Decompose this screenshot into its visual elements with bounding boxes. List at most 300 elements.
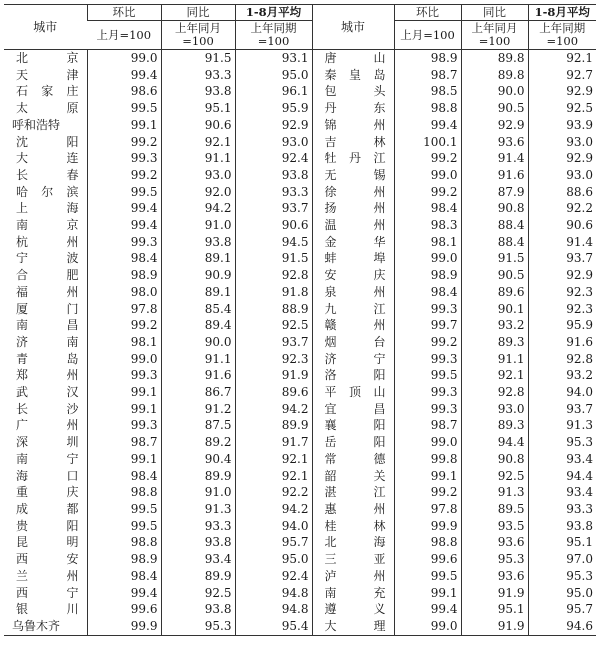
- table-row: [4, 284, 596, 301]
- yoy-index-cell: 95.3: [161, 618, 235, 635]
- avg-index-cell: 93.7: [528, 250, 596, 267]
- mom-index-cell: 99.4: [394, 601, 461, 618]
- table-row: [4, 50, 596, 67]
- avg-index-cell: 93.3: [528, 501, 596, 518]
- city-name-cell: 宜 昌: [312, 401, 394, 418]
- yoy-index-cell: 90.6: [161, 117, 235, 134]
- avg-index-cell: 92.9: [528, 267, 596, 284]
- header-avg-base-left: 上年同期=100: [235, 21, 312, 50]
- avg-index-cell: 92.7: [528, 67, 596, 84]
- city-name-cell: 深 圳: [16, 435, 79, 450]
- table-row: [4, 384, 596, 401]
- yoy-index-cell: 90.1: [461, 301, 528, 318]
- yoy-index-cell: 89.3: [461, 334, 528, 351]
- yoy-index-cell: 91.9: [461, 585, 528, 602]
- yoy-index-cell: 90.0: [161, 334, 235, 351]
- mom-index-cell: 99.3: [394, 351, 461, 368]
- yoy-index-cell: 90.8: [461, 451, 528, 468]
- yoy-index-cell: 95.3: [461, 551, 528, 568]
- avg-index-cell: 94.0: [528, 384, 596, 401]
- avg-index-cell: 91.6: [528, 334, 596, 351]
- avg-index-cell: 92.1: [235, 468, 312, 485]
- city-name-cell: 大 连: [16, 151, 79, 166]
- mom-index-cell: 98.8: [87, 484, 161, 501]
- mom-index-cell: 98.3: [394, 217, 461, 234]
- city-name-cell: 大 理: [312, 618, 394, 635]
- yoy-index-cell: 90.4: [161, 451, 235, 468]
- city-name-cell: 无 锡: [312, 167, 394, 184]
- avg-index-cell: 94.4: [528, 468, 596, 485]
- avg-index-cell: 93.7: [528, 401, 596, 418]
- mom-index-cell: 98.7: [87, 434, 161, 451]
- yoy-index-cell: 95.1: [161, 100, 235, 117]
- mom-index-cell: 99.3: [87, 150, 161, 167]
- header-yoy-base-left: 上年同月=100: [161, 21, 235, 50]
- city-name-cell: 烟 台: [312, 334, 394, 351]
- avg-index-cell: 92.1: [235, 451, 312, 468]
- city-name-cell: 乌鲁木齐: [4, 618, 87, 635]
- avg-index-cell: 91.5: [235, 250, 312, 267]
- mom-index-cell: 99.9: [394, 518, 461, 535]
- city-name-cell: 韶 关: [312, 468, 394, 485]
- mom-index-cell: 98.7: [394, 417, 461, 434]
- header-yoy-base-right: 上年同月=100: [461, 21, 528, 50]
- mom-index-cell: 99.3: [87, 367, 161, 384]
- city-name-cell: 徐 州: [312, 184, 394, 201]
- yoy-index-cell: 91.3: [461, 484, 528, 501]
- city-name-cell: 合 肥: [16, 268, 79, 283]
- yoy-index-cell: 91.3: [161, 501, 235, 518]
- table-body: [4, 50, 596, 636]
- mom-index-cell: 98.7: [394, 67, 461, 84]
- mom-index-cell: 99.8: [394, 451, 461, 468]
- mom-index-cell: 98.9: [394, 50, 461, 67]
- table-row: [4, 317, 596, 334]
- yoy-index-cell: 91.9: [461, 618, 528, 635]
- yoy-index-cell: 93.8: [161, 534, 235, 551]
- yoy-index-cell: 93.8: [161, 234, 235, 251]
- table-row: [4, 534, 596, 551]
- city-name-cell: 泉 州: [312, 284, 394, 301]
- mom-index-cell: 98.0: [87, 284, 161, 301]
- table-row: [4, 351, 596, 368]
- city-name-cell: 长 沙: [16, 401, 79, 416]
- avg-index-cell: 93.0: [528, 134, 596, 151]
- mom-index-cell: 99.3: [87, 417, 161, 434]
- city-name-cell: 温 州: [312, 217, 394, 234]
- mom-index-cell: 99.2: [394, 334, 461, 351]
- mom-index-cell: 99.1: [394, 585, 461, 602]
- yoy-index-cell: 91.1: [461, 351, 528, 368]
- table-row: [4, 568, 596, 585]
- table-row: [4, 434, 596, 451]
- city-name-cell: 遵 义: [312, 601, 394, 618]
- avg-index-cell: 95.0: [528, 585, 596, 602]
- yoy-index-cell: 89.9: [161, 568, 235, 585]
- avg-index-cell: 89.6: [235, 384, 312, 401]
- avg-index-cell: 91.3: [528, 417, 596, 434]
- avg-index-cell: 92.4: [235, 150, 312, 167]
- city-name-cell: 岳 阳: [312, 434, 394, 451]
- yoy-index-cell: 87.9: [461, 184, 528, 201]
- avg-index-cell: 95.3: [528, 434, 596, 451]
- city-name-cell: 襄 阳: [312, 417, 394, 434]
- mom-index-cell: 99.3: [394, 301, 461, 318]
- yoy-index-cell: 90.0: [461, 83, 528, 100]
- avg-index-cell: 91.7: [235, 434, 312, 451]
- yoy-index-cell: 89.1: [161, 284, 235, 301]
- city-name-cell: 南 充: [312, 585, 394, 602]
- city-name-cell: 南 宁: [16, 451, 79, 466]
- yoy-index-cell: 93.4: [161, 551, 235, 568]
- city-name-cell: 厦 门: [16, 301, 79, 316]
- mom-index-cell: 98.5: [394, 83, 461, 100]
- yoy-index-cell: 93.6: [461, 134, 528, 151]
- city-name-cell: 海 口: [16, 468, 79, 483]
- city-name-cell: 重 庆: [16, 485, 79, 500]
- avg-index-cell: 92.3: [528, 301, 596, 318]
- city-name-cell: 长 春: [16, 167, 79, 182]
- city-name-cell: 杭 州: [16, 234, 79, 249]
- city-name-cell: 泸 州: [312, 568, 394, 585]
- header-mom-base-right: 上月=100: [394, 21, 461, 50]
- table-row: [4, 585, 596, 602]
- city-name-cell: 青 岛: [16, 351, 79, 366]
- mom-index-cell: 99.2: [394, 150, 461, 167]
- mom-index-cell: 98.8: [394, 534, 461, 551]
- city-name-cell: 唐 山: [312, 50, 394, 67]
- yoy-index-cell: 94.2: [161, 200, 235, 217]
- city-name-cell: 西 宁: [16, 585, 79, 600]
- city-name-cell: 济 宁: [312, 351, 394, 368]
- header-mom-right: 环比: [394, 5, 461, 21]
- table-row: [4, 150, 596, 167]
- table-row: [4, 200, 596, 217]
- avg-index-cell: 95.4: [235, 618, 312, 635]
- yoy-index-cell: 85.4: [161, 301, 235, 318]
- avg-index-cell: 93.7: [235, 334, 312, 351]
- header-avg-base-right: 上年同期=100: [528, 21, 596, 50]
- city-name-cell: 惠 州: [312, 501, 394, 518]
- avg-index-cell: 93.1: [235, 50, 312, 67]
- mom-index-cell: 99.0: [394, 250, 461, 267]
- table-row: [4, 367, 596, 384]
- avg-index-cell: 95.7: [235, 534, 312, 551]
- header-avg-left: 1-8月平均: [235, 5, 312, 21]
- yoy-index-cell: 93.3: [161, 67, 235, 84]
- table-row: [4, 401, 596, 418]
- header-yoy-left: 同比: [161, 5, 235, 21]
- city-name-cell: 济 南: [16, 334, 79, 349]
- mom-index-cell: 99.1: [394, 468, 461, 485]
- city-name-cell: 安 庆: [312, 267, 394, 284]
- mom-index-cell: 98.1: [394, 234, 461, 251]
- mom-index-cell: 99.2: [394, 484, 461, 501]
- mom-index-cell: 99.4: [87, 217, 161, 234]
- table-row: [4, 134, 596, 151]
- yoy-index-cell: 93.6: [461, 534, 528, 551]
- avg-index-cell: 92.5: [528, 100, 596, 117]
- city-name-cell: 南 昌: [16, 318, 79, 333]
- mom-index-cell: 99.5: [394, 568, 461, 585]
- avg-index-cell: 96.1: [235, 83, 312, 100]
- yoy-index-cell: 89.3: [461, 417, 528, 434]
- table-row: [4, 217, 596, 234]
- yoy-index-cell: 91.1: [161, 351, 235, 368]
- mom-index-cell: 99.3: [87, 234, 161, 251]
- yoy-index-cell: 92.0: [161, 184, 235, 201]
- city-name-cell: 吉 林: [312, 134, 394, 151]
- yoy-index-cell: 88.4: [461, 234, 528, 251]
- mom-index-cell: 98.9: [87, 551, 161, 568]
- city-name-cell: 洛 阳: [312, 367, 394, 384]
- table-row: [4, 334, 596, 351]
- mom-index-cell: 99.3: [394, 384, 461, 401]
- city-name-cell: 北 京: [16, 51, 79, 65]
- avg-index-cell: 92.1: [528, 50, 596, 67]
- avg-index-cell: 95.3: [528, 568, 596, 585]
- yoy-index-cell: 91.0: [161, 217, 235, 234]
- yoy-index-cell: 95.1: [461, 601, 528, 618]
- avg-index-cell: 93.0: [235, 134, 312, 151]
- price-index-table: [4, 4, 596, 636]
- city-name-cell: 桂 林: [312, 518, 394, 535]
- yoy-index-cell: 92.9: [461, 117, 528, 134]
- avg-index-cell: 92.8: [528, 351, 596, 368]
- yoy-index-cell: 86.7: [161, 384, 235, 401]
- table-row: [4, 301, 596, 318]
- city-name-cell: 哈 尔 滨: [16, 184, 79, 199]
- table-row: [4, 267, 596, 284]
- yoy-index-cell: 93.0: [161, 167, 235, 184]
- avg-index-cell: 93.4: [528, 484, 596, 501]
- avg-index-cell: 91.4: [528, 234, 596, 251]
- header-mom-base-left: 上月=100: [87, 21, 161, 50]
- mom-index-cell: 99.9: [87, 618, 161, 635]
- mom-index-cell: 99.4: [87, 585, 161, 602]
- table-row: [4, 83, 596, 100]
- yoy-index-cell: 90.8: [461, 200, 528, 217]
- avg-index-cell: 92.8: [235, 267, 312, 284]
- table-row: [4, 234, 596, 251]
- avg-index-cell: 93.9: [528, 117, 596, 134]
- avg-index-cell: 94.2: [235, 401, 312, 418]
- yoy-index-cell: 94.4: [461, 434, 528, 451]
- avg-index-cell: 95.1: [528, 534, 596, 551]
- avg-index-cell: 94.8: [235, 585, 312, 602]
- avg-index-cell: 94.6: [528, 618, 596, 635]
- avg-index-cell: 95.7: [528, 601, 596, 618]
- header-city-left: 城市: [4, 5, 87, 50]
- avg-index-cell: 91.8: [235, 284, 312, 301]
- city-name-cell: 常 德: [312, 451, 394, 468]
- yoy-index-cell: 91.4: [461, 150, 528, 167]
- avg-index-cell: 89.9: [235, 417, 312, 434]
- city-name-cell: 太 原: [16, 101, 79, 116]
- mom-index-cell: 99.0: [394, 618, 461, 635]
- yoy-index-cell: 90.5: [461, 267, 528, 284]
- mom-index-cell: 99.4: [87, 200, 161, 217]
- header-city-right: 城市: [312, 5, 394, 50]
- city-name-cell: 银 川: [16, 602, 79, 617]
- mom-index-cell: 98.4: [87, 468, 161, 485]
- mom-index-cell: 99.0: [394, 434, 461, 451]
- mom-index-cell: 99.2: [394, 184, 461, 201]
- yoy-index-cell: 90.9: [161, 267, 235, 284]
- avg-index-cell: 93.8: [235, 167, 312, 184]
- yoy-index-cell: 89.4: [161, 317, 235, 334]
- avg-index-cell: 92.3: [528, 284, 596, 301]
- city-name-cell: 成 都: [16, 501, 79, 516]
- mom-index-cell: 99.1: [87, 451, 161, 468]
- yoy-index-cell: 93.8: [161, 83, 235, 100]
- yoy-index-cell: 93.6: [461, 568, 528, 585]
- city-name-cell: 锦 州: [312, 117, 394, 134]
- mom-index-cell: 99.7: [394, 317, 461, 334]
- yoy-index-cell: 89.9: [161, 468, 235, 485]
- table-row: [4, 250, 596, 267]
- avg-index-cell: 94.2: [235, 501, 312, 518]
- avg-index-cell: 92.9: [528, 150, 596, 167]
- city-name-cell: 秦 皇 岛: [312, 67, 394, 84]
- avg-index-cell: 92.4: [235, 568, 312, 585]
- avg-index-cell: 92.2: [528, 200, 596, 217]
- yoy-index-cell: 92.1: [161, 134, 235, 151]
- city-name-cell: 南 京: [16, 218, 79, 233]
- yoy-index-cell: 91.5: [461, 250, 528, 267]
- yoy-index-cell: 93.5: [461, 518, 528, 535]
- yoy-index-cell: 93.2: [461, 317, 528, 334]
- avg-index-cell: 92.3: [235, 351, 312, 368]
- city-name-cell: 西 安: [16, 552, 79, 567]
- yoy-index-cell: 93.0: [461, 401, 528, 418]
- yoy-index-cell: 92.8: [461, 384, 528, 401]
- mom-index-cell: 99.4: [394, 117, 461, 134]
- table-row: [4, 417, 596, 434]
- city-name-cell: 牡 丹 江: [312, 150, 394, 167]
- city-name-cell: 宁 波: [16, 251, 79, 266]
- mom-index-cell: 99.0: [87, 351, 161, 368]
- mom-index-cell: 99.5: [394, 367, 461, 384]
- city-name-cell: 武 汉: [16, 385, 79, 400]
- yoy-index-cell: 90.5: [461, 100, 528, 117]
- mom-index-cell: 97.8: [87, 301, 161, 318]
- city-name-cell: 包 头: [312, 83, 394, 100]
- avg-index-cell: 90.6: [235, 217, 312, 234]
- mom-index-cell: 99.1: [87, 117, 161, 134]
- city-name-cell: 兰 州: [16, 568, 79, 583]
- mom-index-cell: 98.8: [394, 100, 461, 117]
- yoy-index-cell: 91.6: [161, 367, 235, 384]
- table-row: [4, 117, 596, 134]
- avg-index-cell: 95.9: [528, 317, 596, 334]
- mom-index-cell: 98.8: [87, 534, 161, 551]
- table-row: [4, 167, 596, 184]
- yoy-index-cell: 87.5: [161, 417, 235, 434]
- mom-index-cell: 99.5: [87, 501, 161, 518]
- avg-index-cell: 93.0: [528, 167, 596, 184]
- avg-index-cell: 93.7: [235, 200, 312, 217]
- city-name-cell: 金 华: [312, 234, 394, 251]
- mom-index-cell: 99.0: [87, 50, 161, 67]
- yoy-index-cell: 91.0: [161, 484, 235, 501]
- mom-index-cell: 99.4: [87, 67, 161, 84]
- city-name-cell: 九 江: [312, 301, 394, 318]
- avg-index-cell: 97.0: [528, 551, 596, 568]
- city-name-cell: 丹 东: [312, 100, 394, 117]
- city-name-cell: 三 亚: [312, 551, 394, 568]
- yoy-index-cell: 89.1: [161, 250, 235, 267]
- city-name-cell: 昆 明: [16, 535, 79, 550]
- mom-index-cell: 98.4: [394, 200, 461, 217]
- avg-index-cell: 92.9: [528, 83, 596, 100]
- yoy-index-cell: 91.6: [461, 167, 528, 184]
- table-row: [4, 518, 596, 535]
- avg-index-cell: 91.9: [235, 367, 312, 384]
- avg-index-cell: 94.5: [235, 234, 312, 251]
- avg-index-cell: 94.0: [235, 518, 312, 535]
- mom-index-cell: 100.1: [394, 134, 461, 151]
- mom-index-cell: 99.0: [394, 167, 461, 184]
- avg-index-cell: 93.3: [235, 184, 312, 201]
- city-name-cell: 蚌 埠: [312, 250, 394, 267]
- avg-index-cell: 95.9: [235, 100, 312, 117]
- avg-index-cell: 95.0: [235, 67, 312, 84]
- table-row: [4, 601, 596, 618]
- mom-index-cell: 97.8: [394, 501, 461, 518]
- yoy-index-cell: 89.5: [461, 501, 528, 518]
- header-yoy-right: 同比: [461, 5, 528, 21]
- yoy-index-cell: 92.5: [161, 585, 235, 602]
- header-avg-right: 1-8月平均: [528, 5, 596, 21]
- city-name-cell: 北 海: [312, 534, 394, 551]
- city-name-cell: 福 州: [16, 284, 79, 299]
- avg-index-cell: 92.5: [235, 317, 312, 334]
- mom-index-cell: 99.5: [87, 518, 161, 535]
- mom-index-cell: 99.5: [87, 100, 161, 117]
- mom-index-cell: 99.6: [394, 551, 461, 568]
- mom-index-cell: 98.4: [394, 284, 461, 301]
- avg-index-cell: 88.9: [235, 301, 312, 318]
- header-mom-left: 环比: [87, 5, 161, 21]
- yoy-index-cell: 88.4: [461, 217, 528, 234]
- city-name-cell: 郑 州: [16, 368, 79, 383]
- avg-index-cell: 93.2: [528, 367, 596, 384]
- yoy-index-cell: 93.3: [161, 518, 235, 535]
- yoy-index-cell: 89.2: [161, 434, 235, 451]
- mom-index-cell: 98.9: [87, 267, 161, 284]
- yoy-index-cell: 91.1: [161, 150, 235, 167]
- avg-index-cell: 88.6: [528, 184, 596, 201]
- yoy-index-cell: 91.2: [161, 401, 235, 418]
- city-name-cell: 平 顶 山: [312, 384, 394, 401]
- mom-index-cell: 99.1: [87, 401, 161, 418]
- city-name-cell: 贵 阳: [16, 518, 79, 533]
- mom-index-cell: 98.6: [87, 83, 161, 100]
- mom-index-cell: 98.4: [87, 568, 161, 585]
- city-name-cell: 石 家 庄: [16, 84, 79, 99]
- mom-index-cell: 99.6: [87, 601, 161, 618]
- yoy-index-cell: 91.5: [161, 50, 235, 67]
- mom-index-cell: 99.2: [87, 167, 161, 184]
- mom-index-cell: 99.2: [87, 134, 161, 151]
- yoy-index-cell: 93.8: [161, 601, 235, 618]
- city-name-cell: 天 津: [16, 67, 79, 82]
- mom-index-cell: 99.5: [87, 184, 161, 201]
- mom-index-cell: 99.1: [87, 384, 161, 401]
- table-row: [4, 484, 596, 501]
- avg-index-cell: 92.2: [235, 484, 312, 501]
